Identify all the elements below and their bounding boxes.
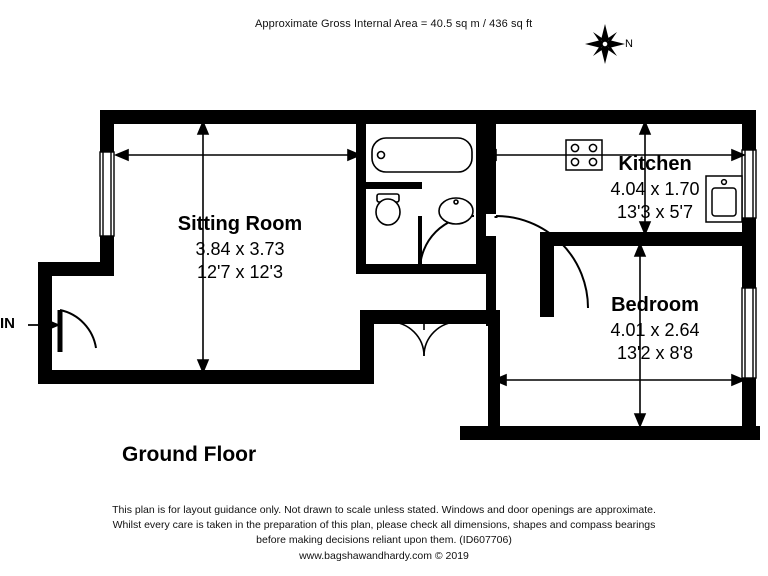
disclaimer-text bbox=[0, 503, 768, 564]
disclaimer-line-2: Whilst every care is taken in the preparation of this plan, please check all dimensions, shapes and compass bearings bbox=[112, 519, 656, 532]
room-name-kitchen: Kitchen bbox=[618, 153, 692, 175]
room-label-kitchen bbox=[560, 152, 750, 224]
compass-north-label: N bbox=[625, 38, 633, 50]
sink-icon bbox=[439, 198, 473, 224]
entrance-label: IN bbox=[0, 315, 15, 332]
room-label-sitting-room bbox=[110, 212, 370, 284]
room-dims-metric-bedroom: 4.01 x 2.64 bbox=[610, 319, 700, 340]
bathroom-fixtures bbox=[372, 138, 473, 225]
disclaimer-line-1: This plan is for layout guidance only. Not drawn to scale unless stated. Windows and door openings are approximate. bbox=[112, 504, 656, 516]
disclaimer-line-4: www.bagshawandhardy.com © 2019 bbox=[299, 549, 469, 562]
floor-title: Ground Floor bbox=[122, 443, 257, 466]
room-dims-imperial-kitchen: 13'3 x 5'7 bbox=[617, 201, 693, 222]
room-name-sitting-room: Sitting Room bbox=[177, 213, 303, 235]
room-name-bedroom: Bedroom bbox=[611, 294, 699, 316]
room-dims-imperial-sitting-room: 12'7 x 12'3 bbox=[197, 261, 283, 282]
room-dims-metric-kitchen: 4.04 x 1.70 bbox=[610, 178, 700, 199]
disclaimer-line-3: before making decisions reliant upon them. (ID607706) bbox=[256, 534, 512, 547]
room-label-bedroom bbox=[560, 293, 750, 365]
toilet-icon bbox=[376, 194, 400, 225]
room-dims-imperial-bedroom: 13'2 x 8'8 bbox=[617, 342, 693, 363]
gross-internal-area-text: Approximate Gross Internal Area = 40.5 sq m / 436 sq ft bbox=[255, 18, 533, 30]
bathtub-icon bbox=[372, 138, 472, 172]
room-dims-metric-sitting-room: 3.84 x 3.73 bbox=[195, 238, 285, 259]
